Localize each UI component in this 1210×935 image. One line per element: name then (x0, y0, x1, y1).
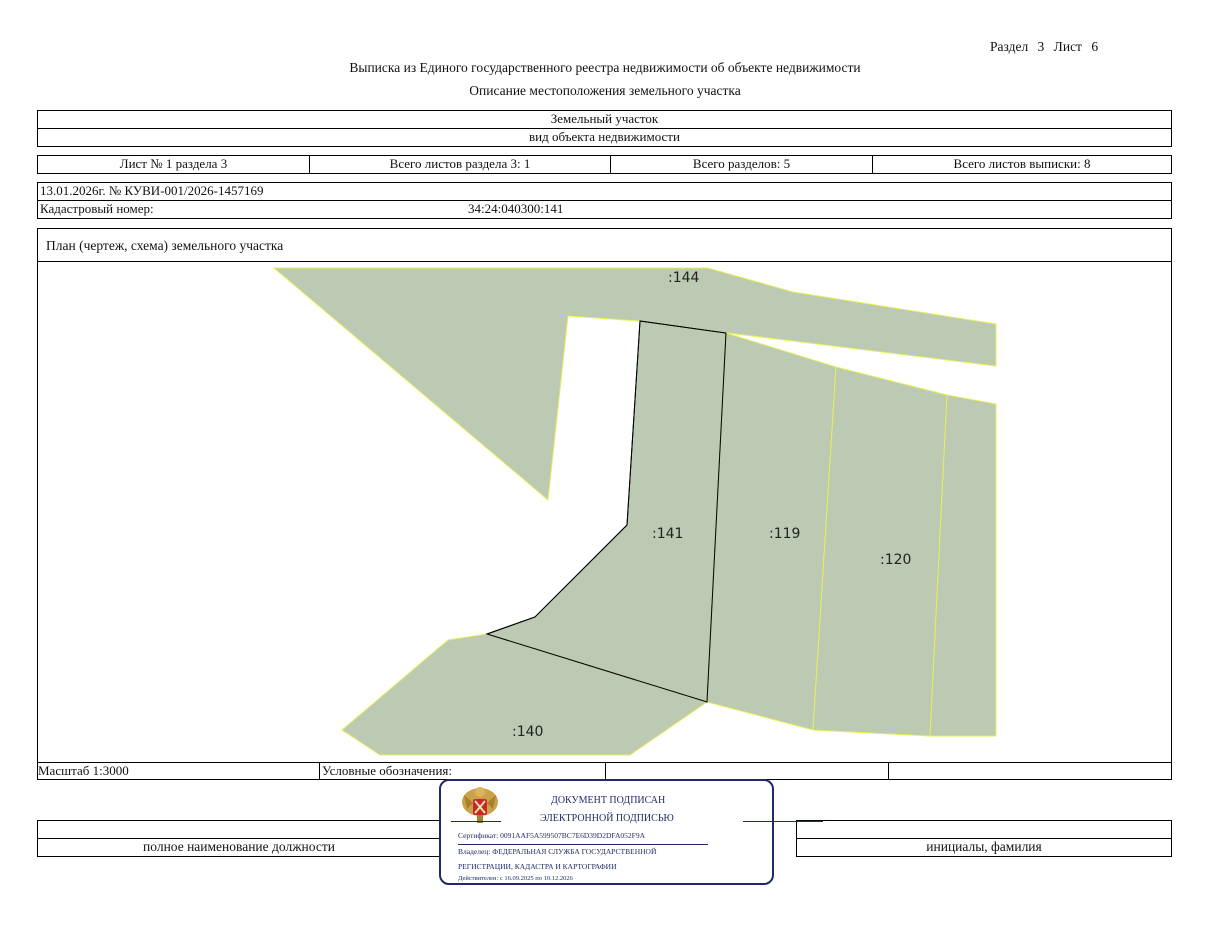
legend-label-cell: Условные обозначения: (319, 762, 606, 780)
name-caption: инициалы, фамилия (796, 838, 1172, 857)
parcel-label-141: :141 (652, 526, 684, 542)
stamp-certificate: Сертификат: 0091AAF5A599507BC7E6D39D2DFA052F9A (458, 831, 646, 840)
plan-frame (37, 261, 1172, 763)
stamp-line2: ЭЛЕКТРОННОЙ ПОДПИСЬЮ (540, 813, 674, 824)
section-sheet-label: Раздел 3 Лист 6 (990, 39, 1099, 54)
sheet-number: Лист № 1 раздела 3 (37, 155, 310, 174)
electronic-signature-stamp (439, 779, 774, 885)
signature-position-blank (37, 820, 441, 839)
plan-title-text: План (чертеж, схема) земельного участка (46, 238, 284, 253)
stamp-owner-line1: Владелец: ФЕДЕРАЛЬНАЯ СЛУЖБА ГОСУДАРСТВЕННОЙ (458, 847, 657, 856)
plan-title (37, 228, 1172, 262)
stamp-validity: Действителен: с 16.09.2025 по 10.12.2026 (458, 875, 573, 882)
stamp-owner-line2: РЕГИСТРАЦИИ, КАДАСТРА И КАРТОГРАФИИ (458, 862, 617, 871)
stamp-line1: ДОКУМЕНТ ПОДПИСАН (551, 795, 666, 806)
cadastral-plan-drawing (38, 262, 1171, 762)
scale-cell: Масштаб 1:3000 (37, 762, 320, 780)
record-date-number: 13.01.2026г. № КУВИ-001/2026-1457169 (37, 182, 1172, 201)
parcel-label-140: :140 (512, 724, 544, 740)
object-type: Земельный участок (37, 110, 1172, 129)
parcel-label-120: :120 (880, 552, 912, 568)
object-type-caption: вид объекта недвижимости (37, 128, 1172, 147)
parcel-label-144: :144 (668, 270, 700, 286)
total-sheets-section: Всего листов раздела 3: 1 (309, 155, 611, 174)
parcel-label-119: :119 (769, 526, 801, 542)
cadastral-number-value: 34:24:040300:141 (468, 201, 564, 216)
cadastral-number-row (37, 200, 1172, 219)
total-sections: Всего разделов: 5 (610, 155, 873, 174)
total-sheets-extract: Всего листов выписки: 8 (872, 155, 1172, 174)
cadastral-number-label: Кадастровый номер: (40, 201, 154, 216)
legend-cell-empty-2 (888, 762, 1172, 780)
signature-name-blank (796, 820, 1172, 839)
document-title: Выписка из Единого государственного реестра недвижимости об объекте недвижимости (349, 60, 861, 75)
legend-cell-empty-1 (605, 762, 889, 780)
position-caption: полное наименование должности (37, 838, 441, 857)
document-subtitle: Описание местоположения земельного участка (469, 83, 741, 98)
